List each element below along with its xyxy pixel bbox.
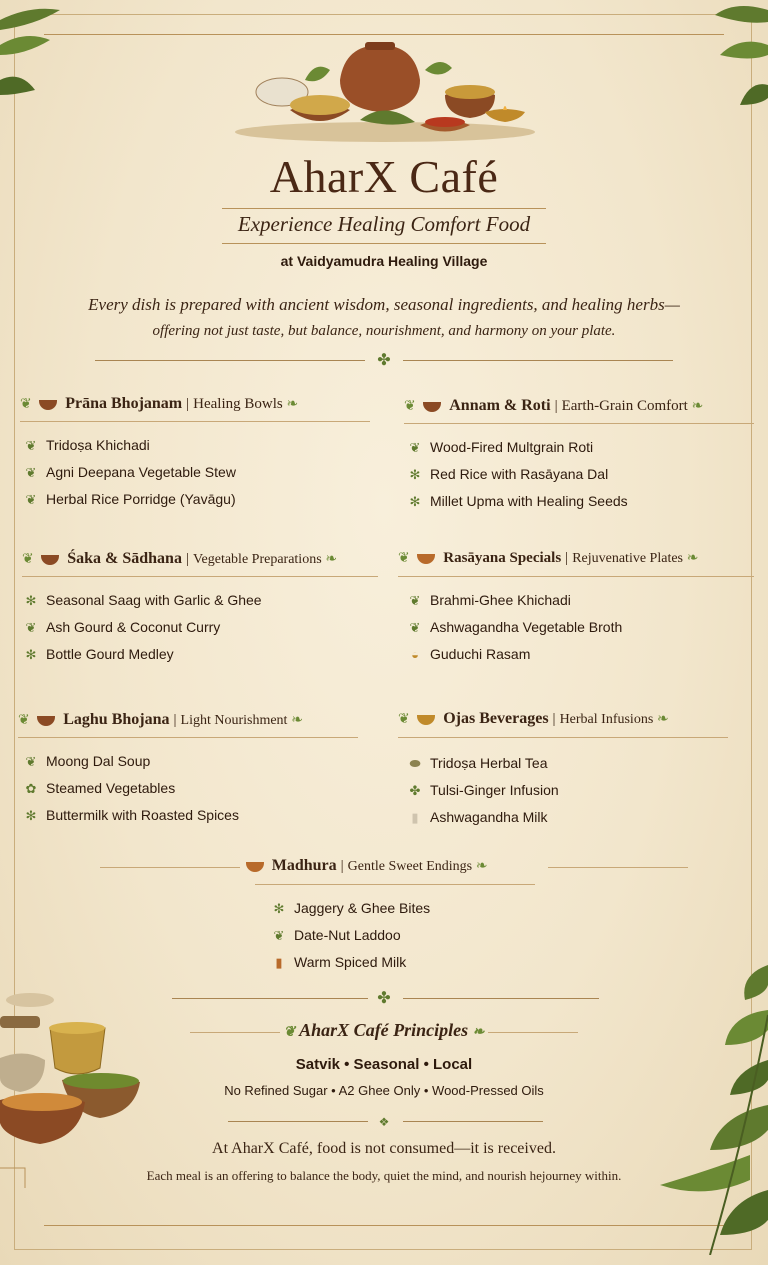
section-items-annam-roti: [408, 434, 628, 515]
cup-icon: ▮: [411, 810, 419, 825]
principles-line-1: Satvik • Seasonal • Local: [295, 1056, 473, 1073]
madhura-rule-left: [100, 867, 240, 868]
bowl-icon: [39, 400, 57, 410]
section-subtitle: Vegetable Preparations: [192, 552, 322, 567]
menu-item: ✻ Buttermilk with Roasted Spices: [24, 802, 239, 829]
principles-line-2: No Refined Sugar • A2 Ghee Only • Wood-Pressed Oils: [224, 1083, 544, 1098]
menu-item: ❦ Brahmi-Ghee Khichadi: [408, 587, 622, 614]
section-heading-prana-bhojanam: ❦ Prāna Bhojanam | Healing Bowls ❧: [20, 395, 299, 412]
leaf-icon: ❦: [25, 620, 37, 635]
subtitle-rule-bottom: [222, 243, 546, 244]
leaf-sprig-icon: ❦: [20, 397, 32, 412]
menu-item: ✻ Jaggery & Ghee Bites: [272, 895, 430, 922]
section-title: Laghu Bhojana: [63, 711, 170, 728]
brass-vessels-illustration: [0, 988, 150, 1188]
pots-and-herbs-illustration: [220, 40, 550, 145]
section-heading-annam-roti: ❦ Annam & Roti | Earth-Grain Comfort ❧: [404, 397, 704, 414]
section-subtitle: Herbal Infusions: [559, 712, 654, 727]
leaf-sprig-icon: ❧: [691, 399, 704, 414]
leaf-sprig-icon: ❦: [398, 712, 410, 727]
menu-item: ✻ Red Rice with Rasāyana Dal: [408, 461, 628, 488]
section-title: Annam & Roti: [449, 397, 551, 414]
leaf-icon: ✻: [409, 467, 421, 482]
section-rule: [22, 576, 378, 577]
flower-icon: ✤: [377, 990, 391, 1007]
menu-item: ❦ Date-Nut Laddoo: [272, 922, 430, 949]
leaf-sprig-icon: ❧: [475, 859, 488, 874]
leaf-sprig-icon: ❧: [472, 1025, 485, 1040]
section-title: Rasāyana Specials: [443, 550, 562, 566]
cafe-location: at Vaidyamudra Healing Village: [280, 253, 488, 269]
leaf-sprig-icon: ❧: [657, 712, 669, 727]
leaf-sprig-icon: ❦: [404, 399, 416, 414]
intro-text: [0, 292, 768, 344]
section-title: Śaka & Sādhana: [67, 550, 182, 567]
corner-leaves-bottom-right: [650, 955, 768, 1255]
section-rule: [398, 737, 728, 738]
section-title: Madhura: [271, 857, 337, 874]
menu-item: ⬬ Tridoṣa Herbal Tea: [408, 750, 559, 777]
section-heading-saka-sadhana: ❦ Śaka & Sādhana | Vegetable Preparations ❧: [22, 550, 338, 567]
section-subtitle: Light Nourishment: [180, 713, 288, 728]
section-heading-laghu-bhojana: ❦ Laghu Bhojana | Light Nourishment ❧: [18, 711, 303, 728]
section-heading-rasayana-specials: ❦ Rasāyana Specials | Rejuvenative Plates ❧: [398, 550, 699, 566]
leaf-icon: ✻: [25, 647, 37, 662]
menu-item: ❦ Tridoṣa Khichadi: [24, 432, 236, 459]
leaf-icon: ❦: [25, 465, 37, 480]
intro-line-2: offering not just taste, but balance, nourishment, and harmony on your plate.: [152, 323, 616, 339]
bowl-icon: [37, 716, 55, 726]
menu-item: ❦ Moong Dal Soup: [24, 748, 239, 775]
section-heading-ojas-beverages: ❦ Ojas Beverages | Herbal Infusions ❧: [398, 710, 669, 727]
leaf-sprig-icon: ❦: [398, 551, 410, 566]
menu-item: ▮ Warm Spiced Milk: [272, 949, 430, 976]
leaf-sprig-icon: ❦: [18, 713, 30, 728]
subtitle-rule-top: [222, 208, 546, 209]
cafe-subtitle: Experience Healing Comfort Food: [237, 212, 531, 236]
leaf-sprig-icon: ❧: [291, 713, 303, 728]
section-heading-madhura: Madhura | Gentle Sweet Endings ❧: [242, 857, 488, 875]
section-rule: [404, 423, 754, 424]
section-items-madhura: [272, 895, 430, 976]
menu-item: ❦ Ashwagandha Vegetable Broth: [408, 614, 622, 641]
leaf-sprig-icon: ❧: [686, 551, 699, 566]
leaf-icon: ✻: [25, 808, 37, 823]
leaf-icon: ✻: [25, 593, 37, 608]
menu-item: ✻ Bottle Gourd Medley: [24, 641, 262, 668]
leaf-icon: ✿: [25, 781, 37, 796]
menu-item: ❦ Ash Gourd & Coconut Curry: [24, 614, 262, 641]
flower-icon: ✤: [377, 352, 391, 369]
bowl-icon: [246, 862, 264, 872]
section-subtitle: Gentle Sweet Endings: [347, 859, 473, 874]
principles-title: ❦ AharX Café Principles ❧: [283, 1020, 485, 1040]
menu-item: ✤ Tulsi-Ginger Infusion: [408, 777, 559, 804]
cup-icon: ▮: [275, 955, 283, 970]
section-items-laghu-bhojana: [24, 748, 239, 829]
leaf-icon: ❦: [25, 754, 37, 769]
bowl-icon: [423, 402, 441, 412]
menu-item: ✿ Steamed Vegetables: [24, 775, 239, 802]
section-items-prana-bhojanam: [24, 432, 236, 513]
corner-leaves-top-left: [0, 0, 70, 110]
bowl-icon: [41, 555, 59, 565]
leaf-sprig-icon: ❧: [325, 552, 338, 567]
principles-rule-right: [488, 1032, 578, 1033]
menu-item: ❦ Wood-Fired Multgrain Roti: [408, 434, 628, 461]
leaf-icon: ❦: [25, 438, 37, 453]
cafe-title: AharX Café: [269, 151, 499, 202]
bowl-icon: ◒: [411, 647, 419, 662]
section-rule: [255, 884, 535, 885]
menu-item: ❦ Agni Deepana Vegetable Stew: [24, 459, 236, 486]
section-subtitle: Rejuvenative Plates: [572, 551, 683, 566]
leaf-sprig-icon: ❦: [22, 552, 34, 567]
ornament-divider: [0, 351, 768, 371]
leaf-icon: ❦: [409, 593, 421, 608]
leaf-icon: ✻: [409, 494, 421, 509]
section-subtitle: Healing Bowls: [193, 396, 283, 412]
leaf-icon: ⬬: [409, 756, 421, 771]
leaf-icon: ❦: [25, 492, 37, 507]
section-rule: [398, 576, 754, 577]
closing-line-1: At AharX Café, food is not consumed—it is received.: [212, 1140, 556, 1157]
bowl-icon: [417, 554, 435, 564]
leaf-sprig-icon: ❧: [286, 397, 299, 412]
leaf-icon: ✻: [273, 901, 285, 916]
section-items-rasayana-specials: [408, 587, 622, 668]
section-title: Ojas Beverages: [443, 710, 549, 727]
flower-icon: ❖: [378, 1115, 390, 1129]
leaf-icon: ✤: [409, 783, 421, 798]
section-items-saka-sadhana: [24, 587, 262, 668]
section-rule: [20, 421, 370, 422]
menu-item: ◒ Guduchi Rasam: [408, 641, 622, 668]
closing-line-2: Each meal is an offering to balance the body, quiet the mind, and nourish hejourney within.: [146, 1168, 622, 1183]
section-title: Prāna Bhojanam: [65, 395, 183, 412]
leaf-sprig-icon: ❦: [283, 1025, 296, 1040]
menu-item: ▮ Ashwagandha Milk: [408, 804, 559, 831]
leaf-icon: ❦: [273, 928, 285, 943]
leaf-icon: ❦: [409, 620, 421, 635]
lamp-icon: [417, 715, 435, 725]
section-rule: [18, 737, 358, 738]
section-items-ojas-beverages: [408, 750, 559, 831]
menu-item: ✻ Millet Upma with Healing Seeds: [408, 488, 628, 515]
intro-line-1: Every dish is prepared with ancient wisdom, seasonal ingredients, and healing herbs—: [88, 295, 680, 314]
menu-item: ✻ Seasonal Saag with Garlic & Ghee: [24, 587, 262, 614]
madhura-rule-right: [548, 867, 688, 868]
menu-item: ❦ Herbal Rice Porridge (Yavāgu): [24, 486, 236, 513]
section-subtitle: Earth-Grain Comfort: [561, 398, 688, 414]
leaf-icon: ❦: [409, 440, 421, 455]
corner-leaves-top-right: [705, 0, 768, 120]
